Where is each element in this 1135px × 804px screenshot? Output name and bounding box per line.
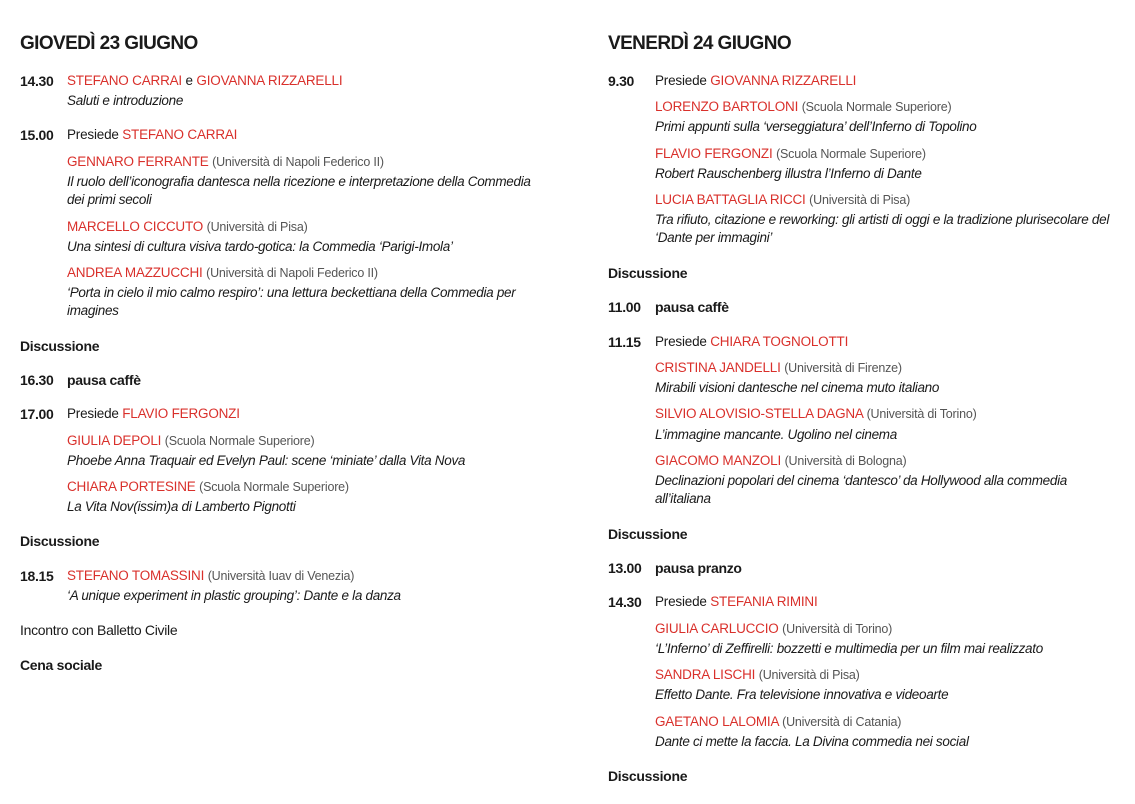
- conjunction: e: [185, 73, 193, 88]
- break-label: pausa pranzo: [655, 560, 742, 576]
- session-time: 11.00: [608, 299, 641, 315]
- session-time: 14.30: [608, 594, 642, 610]
- talk-title: Primi appunti sulla ‘verseggiatura’ dell’Inferno di Topolino: [655, 119, 977, 134]
- speaker-name: GIULIA DEPOLI: [67, 433, 162, 448]
- speaker-line: [67, 72, 342, 90]
- talk-title: Effetto Dante. Fra televisione innovativa e videoarte: [655, 687, 949, 702]
- chair-line: [655, 333, 848, 351]
- day-title: VENERDÌ 24 GIUGNO: [608, 33, 792, 54]
- talk-title: ‘Porta in cielo il mio calmo respiro’: una lettura beckettiana della Commedia per: [67, 285, 516, 300]
- talk-title: Una sintesi di cultura visiva tardo-gotica: la Commedia ‘Parigi-Imola’: [67, 239, 453, 254]
- discussion-label: Discussione: [608, 768, 688, 784]
- speaker-affiliation: (Università di Pisa): [206, 220, 308, 234]
- speaker-line: [655, 620, 892, 638]
- speaker-name: GIOVANNA RIZZARELLI: [196, 73, 343, 88]
- speaker-name: GIACOMO MANZOLI: [655, 453, 782, 468]
- chair-label: Presiede: [655, 334, 707, 349]
- speaker-affiliation: (Scuola Normale Superiore): [199, 480, 349, 494]
- speaker-name: STEFANO CARRAI: [67, 73, 182, 88]
- chair-label: Presiede: [67, 127, 119, 142]
- speaker-affiliation: (Università Iuav di Venezia): [207, 569, 355, 583]
- event-label: Cena sociale: [20, 657, 102, 673]
- speaker-line: [655, 359, 902, 377]
- speaker-affiliation: (Università di Catania): [782, 715, 902, 729]
- speaker-affiliation: (Università di Torino): [782, 622, 893, 636]
- talk-title: Robert Rauschenberg illustra l’Inferno di Dante: [655, 166, 922, 181]
- speaker-affiliation: (Università di Torino): [866, 407, 977, 421]
- speaker-name: SILVIO ALOVISIO-STELLA DAGNA: [655, 406, 863, 421]
- speaker-affiliation: (Università di Firenze): [784, 361, 902, 375]
- chair-line: [67, 405, 240, 423]
- talk-title: Saluti e introduzione: [67, 93, 184, 108]
- session-time: 17.00: [20, 406, 54, 422]
- speaker-line: [655, 145, 926, 163]
- speaker-line: [655, 98, 951, 116]
- day-title: GIOVEDÌ 23 GIUGNO: [20, 33, 198, 54]
- speaker-line: [67, 218, 308, 236]
- talk-title: dei primi secoli: [67, 192, 152, 207]
- chair-label: Presiede: [67, 406, 119, 421]
- discussion-label: Discussione: [608, 265, 688, 281]
- talk-title: all’italiana: [655, 491, 711, 506]
- chair-line: [67, 126, 237, 144]
- session-time: 13.00: [608, 560, 642, 576]
- speaker-name: GIULIA CARLUCCIO: [655, 621, 779, 636]
- chair-label: Presiede: [655, 73, 707, 88]
- talk-title: L’immagine mancante. Ugolino nel cinema: [655, 427, 897, 442]
- talk-title: ‘A unique experiment in plastic grouping’: Dante e la danza: [67, 588, 401, 603]
- chair-name: CHIARA TOGNOLOTTI: [710, 334, 849, 349]
- speaker-name: FLAVIO FERGONZI: [655, 146, 773, 161]
- speaker-affiliation: (Università di Pisa): [809, 193, 911, 207]
- speaker-affiliation: (Scuola Normale Superiore): [164, 434, 315, 448]
- session-time: 14.30: [20, 73, 54, 89]
- speaker-name: MARCELLO CICCUTO: [67, 219, 204, 234]
- talk-title: imagines: [67, 303, 119, 318]
- speaker-name: LORENZO BARTOLONI: [655, 99, 799, 114]
- speaker-affiliation: (Scuola Normale Superiore): [801, 100, 952, 114]
- event-label: Incontro con Balletto Civile: [20, 622, 178, 638]
- speaker-name: SANDRA LISCHI: [655, 667, 756, 682]
- chair-line: [655, 593, 818, 611]
- speaker-affiliation: (Università di Pisa): [758, 668, 860, 682]
- talk-title: La Vita Nov(issim)a di Lamberto Pignotti: [67, 499, 296, 514]
- session-time: 15.00: [20, 127, 54, 143]
- speaker-line: [655, 666, 860, 684]
- speaker-line: [655, 191, 910, 209]
- discussion-label: Discussione: [20, 533, 100, 549]
- session-time: 11.15: [608, 334, 641, 350]
- discussion-label: Discussione: [608, 526, 688, 542]
- speaker-line: [655, 713, 901, 731]
- discussion-label: Discussione: [20, 338, 100, 354]
- talk-title: ‘Dante per immagini’: [655, 230, 773, 245]
- chair-name: STEFANO CARRAI: [122, 127, 238, 142]
- talk-title: Declinazioni popolari del cinema ‘dantesco’ da Hollywood alla commedia: [655, 473, 1067, 488]
- speaker-name: LUCIA BATTAGLIA RICCI: [655, 192, 806, 207]
- session-time: 16.30: [20, 372, 54, 388]
- speaker-line: [67, 567, 354, 585]
- chair-label: Presiede: [655, 594, 707, 609]
- speaker-line: [67, 478, 349, 496]
- chair-name: FLAVIO FERGONZI: [122, 406, 240, 421]
- speaker-line: [67, 432, 314, 450]
- chair-line: [655, 72, 856, 90]
- speaker-affiliation: (Università di Bologna): [784, 454, 907, 468]
- speaker-line: [67, 153, 384, 171]
- speaker-name: GAETANO LALOMIA: [655, 714, 779, 729]
- session-time: 9.30: [608, 73, 635, 89]
- talk-title: Tra rifiuto, citazione e reworking: gli artisti di oggi e la tradizione plurisecolare del: [655, 212, 1110, 227]
- talk-title: Dante ci mette la faccia. La Divina commedia nei social: [655, 734, 969, 749]
- chair-name: STEFANIA RIMINI: [710, 594, 818, 609]
- speaker-name: STEFANO TOMASSINI: [67, 568, 205, 583]
- speaker-name: CRISTINA JANDELLI: [655, 360, 781, 375]
- speaker-line: [655, 452, 906, 470]
- talk-title: ‘L’Inferno’ di Zeffirelli: bozzetti e multimedia per un film mai realizzato: [655, 641, 1043, 656]
- talk-title: Phoebe Anna Traquair ed Evelyn Paul: scene ‘miniate’ dalla Vita Nova: [67, 453, 466, 468]
- break-label: pausa caffè: [67, 372, 141, 388]
- speaker-name: ANDREA MAZZUCCHI: [67, 265, 203, 280]
- speaker-line: [655, 405, 977, 423]
- break-label: pausa caffè: [655, 299, 729, 315]
- speaker-affiliation: (Università di Napoli Federico II): [212, 155, 384, 169]
- speaker-affiliation: (Università di Napoli Federico II): [206, 266, 378, 280]
- session-time: 18.15: [20, 568, 54, 584]
- speaker-name: CHIARA PORTESINE: [67, 479, 196, 494]
- speaker-affiliation: (Scuola Normale Superiore): [776, 147, 926, 161]
- speaker-name: GENNARO FERRANTE: [67, 154, 209, 169]
- speaker-line: [67, 264, 378, 282]
- talk-title: Il ruolo dell’iconografia dantesca nella ricezione e interpretazione della Commedia: [67, 174, 531, 189]
- talk-title: Mirabili visioni dantesche nel cinema muto italiano: [655, 380, 940, 395]
- chair-name: GIOVANNA RIZZARELLI: [710, 73, 857, 88]
